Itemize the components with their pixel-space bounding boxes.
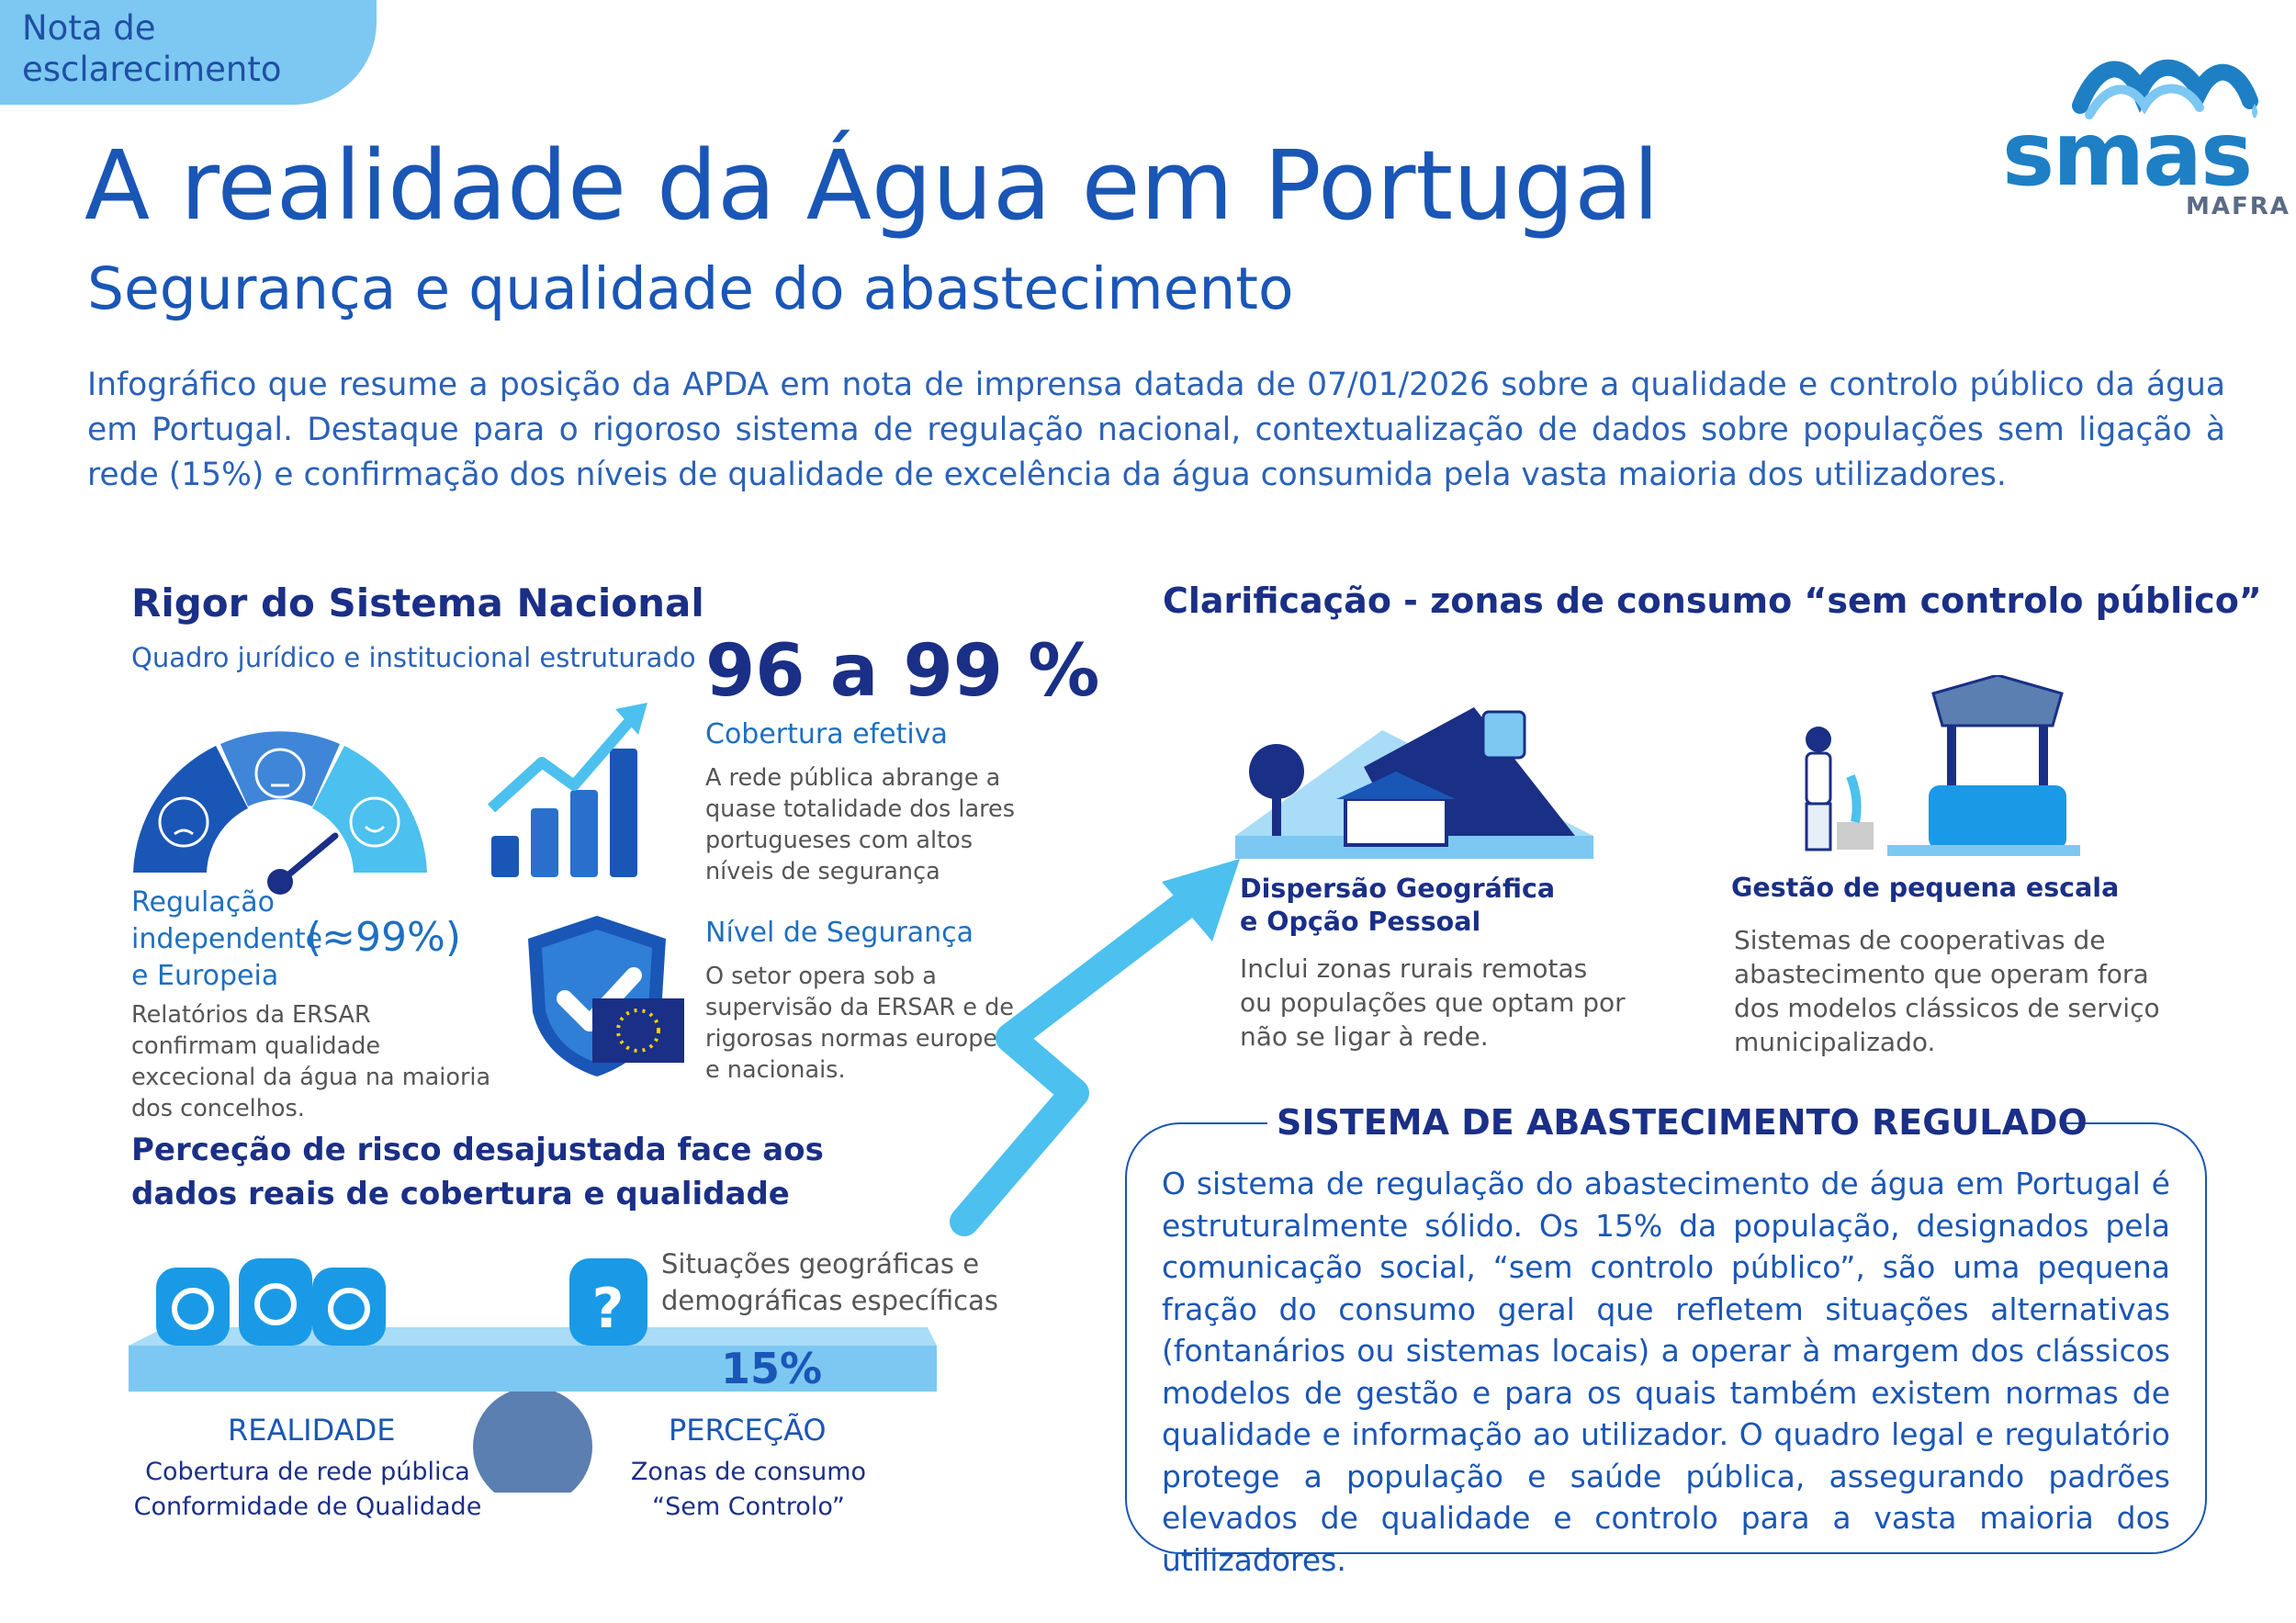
management-title: Gestão de pequena escala: [1731, 873, 2120, 903]
shield-check-icon: [505, 911, 689, 1081]
perception-title: PERCEÇÃO: [669, 1413, 827, 1448]
coverage-text: A rede pública abrange a quase totalidade dos lares portugueses com altos níveis de segurança: [705, 764, 1016, 885]
note-tag-line2: esclarecimento: [22, 50, 282, 89]
dispersion-title: Dispersão Geográfica e Opção Pessoal: [1240, 873, 1556, 937]
coverage-percentage: 96 a 99 %: [705, 630, 1100, 713]
box-text: O sistema de regulação do abastecimento de água em Portugal é estruturalmente sólido. Os 15% da população, designados pela comunicação social, “sem controlo público”, são uma pequena fração do consumo geral que refletem situações alternativas (fontanários ou sistemas locais) a operar à margem dos clássicos modelos de gestão e para os quais também existem normas de qualidade e informação ao utilizador. O quadro legal e regulatório protege a população e saúde pública, assegurando padrões elevados de qualidade e controlo para a vasta maioria dos utilizadores.: [1162, 1166, 2170, 1578]
rural-landscape-icon: [1235, 698, 1603, 859]
security-title: Nível de Segurança: [705, 917, 974, 949]
page-subtitle: Segurança e qualidade do abastecimento: [87, 255, 1294, 322]
note-tag-line1: Nota de: [22, 8, 156, 48]
logo-name: smas: [2002, 103, 2252, 206]
intro-text: Infográfico que resume a posição da APDA em nota de imprensa datada de 07/01/2026 sobre a qualidade e controlo público da água em Portugal. Destaque para o rigoroso sistema de regulação nacional, contextualização de dados sobre populações sem ligação à rede (15%) e confirmação dos níveis de qualidade de excelência da água consumida pela vasta maioria dos utilizadores.: [87, 366, 2225, 493]
gauge-icon: [129, 726, 432, 909]
logo-sub: MAFRA: [2186, 193, 2290, 220]
situations-text: Situações geográficas e demográficas específicas: [661, 1248, 998, 1316]
section2-title: Clarificação - zonas de consumo “sem controlo público”: [1163, 580, 2262, 621]
note-tag-label: [22, 7, 282, 90]
risk-percentage: 15%: [721, 1344, 823, 1393]
section1-title: Rigor do Sistema Nacional: [131, 580, 704, 626]
perception-text: Zonas de consumo “Sem Controlo”: [630, 1458, 867, 1521]
section1-subtitle: Quadro jurídico e institucional estruturado: [131, 642, 696, 673]
regulation-title: Regulação independente e Europeia: [131, 886, 323, 992]
svg-text:?: ?: [591, 1277, 625, 1341]
page-title: A realidade da Água em Portugal: [84, 130, 1660, 242]
regulation-percentage: (≈99%): [306, 914, 461, 961]
regulation-text: Relatórios da ERSAR confirmam qualidade excecional da água na maioria dos concelhos.: [131, 1001, 491, 1122]
reality-text: Cobertura de rede pública Conformidade de Qualidade: [133, 1458, 482, 1521]
reality-title: REALIDADE: [228, 1413, 396, 1448]
coverage-title: Cobertura efetiva: [705, 718, 948, 750]
management-text: Sistemas de cooperativas de abastecimento que operam fora dos modelos clássicos de serviço municipalizado.: [1734, 925, 2160, 1057]
water-well-icon: [1795, 675, 2089, 859]
dispersion-text: Inclui zonas rurais remotas ou populações que optam por não se ligar à rede.: [1240, 953, 1626, 1052]
risk-title: Perceção de risco desajustada face aos dados reais de cobertura e qualidade: [131, 1132, 824, 1212]
growth-bars-icon: [487, 698, 652, 882]
box-title: SISTEMA DE ABASTECIMENTO REGULADO: [1277, 1102, 2088, 1143]
security-text: O setor opera sob a supervisão da ERSAR e de rigorosas normas europeias e nacionais.: [705, 963, 1031, 1084]
